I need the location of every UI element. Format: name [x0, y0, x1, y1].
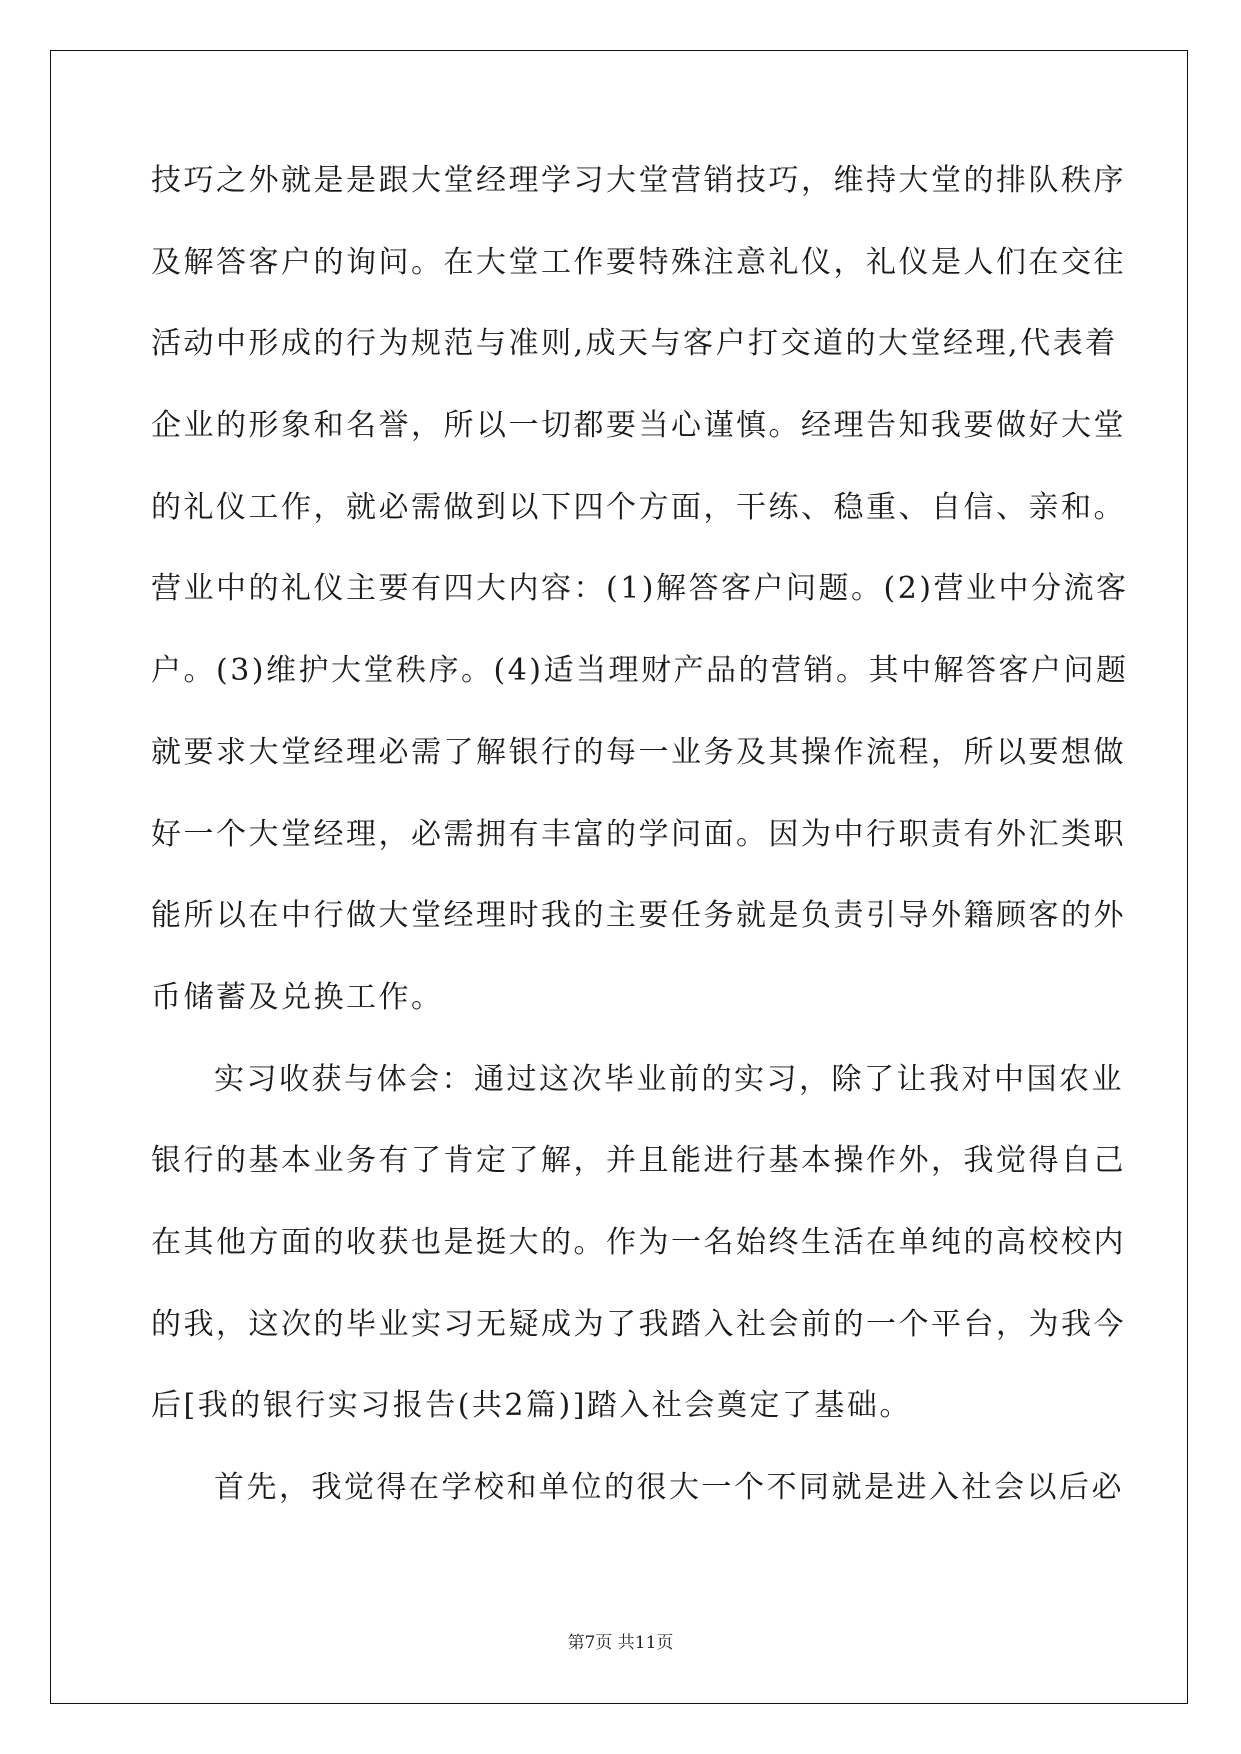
text-line: 活动中形成的行为规范与准则,成天与客户打交道的大堂经理,代表着	[151, 326, 1118, 362]
text-line: 在其他方面的收获也是挺大的。作为一名始终生活在单纯的高校校内	[151, 1224, 1126, 1260]
text-line: 银行的基本业务有了肯定了解，并且能进行基本操作外，我觉得自己	[151, 1143, 1126, 1179]
text-line: 企业的形象和名誉，所以一切都要当心谨慎。经理告知我要做好大堂	[151, 408, 1126, 444]
text-line: 后[我的银行实习报告(共2篇)]踏入社会奠定了基础。	[151, 1388, 912, 1424]
text-line: 的我，这次的毕业实习无疑成为了我踏入社会前的一个平台，为我今	[151, 1306, 1126, 1342]
text-line: 能所以在中行做大堂经理时我的主要任务就是负责引导外籍顾客的外	[151, 898, 1126, 934]
text-line: 币储蓄及兑换工作。	[151, 979, 444, 1015]
text-line: 及解答客户的询问。在大堂工作要特殊注意礼仪，礼仪是人们在交往	[151, 244, 1126, 280]
page-number-footer: 第7页 共11页	[567, 1633, 674, 1653]
text-line: 的礼仪工作，就必需做到以下四个方面，干练、稳重、自信、亲和。	[151, 489, 1126, 525]
paragraph-start-line: 首先，我觉得在学校和单位的很大一个不同就是进入社会以后必	[214, 1470, 1124, 1505]
text-line: 户。(3)维护大堂秩序。(4)适当理财产品的营销。其中解答客户问题	[151, 653, 1129, 689]
text-line: 营业中的礼仪主要有四大内容：(1)解答客户问题。(2)营业中分流客	[151, 571, 1129, 607]
body-text	[151, 161, 1129, 1550]
paragraph-start-line: 实习收获与体会：通过这次毕业前的实习，除了让我对中国农业	[214, 1061, 1124, 1097]
text-line: 好一个大堂经理，必需拥有丰富的学问面。因为中行职责有外汇类职	[151, 816, 1126, 852]
text-line: 技巧之外就是是跟大堂经理学习大堂营销技巧，维持大堂的排队秩序	[151, 163, 1126, 198]
text-line: 就要求大堂经理必需了解银行的每一业务及其操作流程，所以要想做	[151, 734, 1126, 770]
